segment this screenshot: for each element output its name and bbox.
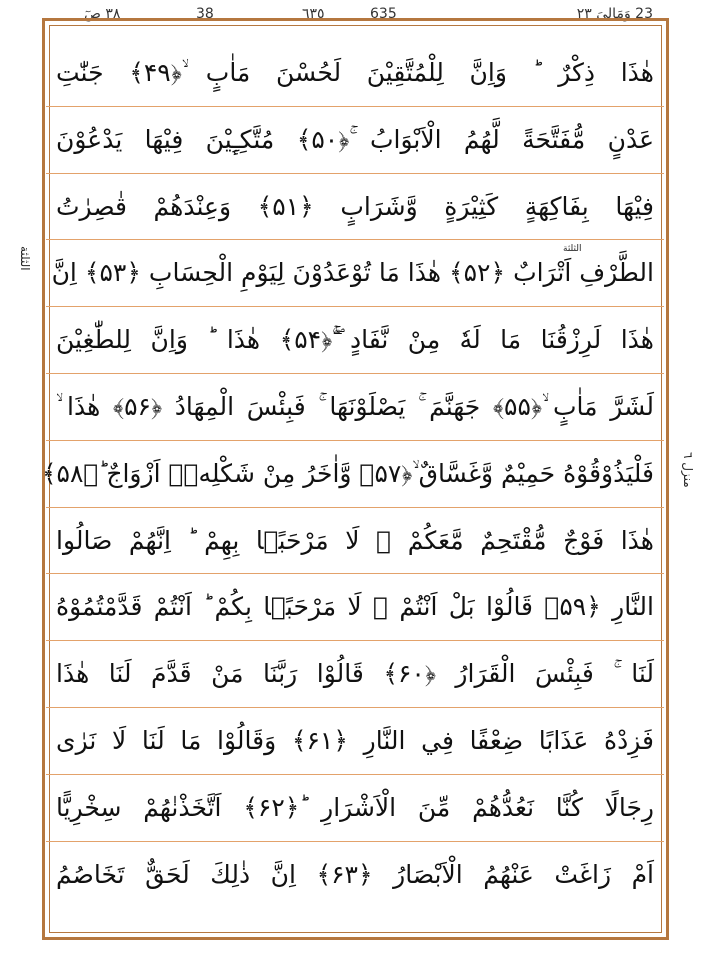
text-line: الطَّرْفِ اَتْرَابٌ ﴿۵۲﴾ هٰذَا مَا تُوْعَدُوْنَ لِيَوْمِ الْحِسَابِ ﴿۵۳﴾ اِنَّ (46, 240, 664, 307)
margin-note-left: الثلثة (18, 246, 32, 271)
text-line: هٰذَا فَوْجٌ مُّقْتَحِمٌ مَّعَكُمْ ۚ لَا مَرْحَبًۢا بِهِمْ ؕ اِنَّهُمْ صَالُوا (46, 508, 664, 575)
text-line: فَزِدْهُ عَذَابًا ضِعْفًا فِي النَّارِ ﴿۶۱﴾ وَقَالُوْا مَا لَنَا لَا نَرٰى (46, 708, 664, 775)
text-line: هٰذَا لَرِزْقُنَا مَا لَهٗ مِنْ نَّفَادٍ ۚۖ﴿۵۴﴾ هٰذَا ؕ وَاِنَّ لِلطّٰغِيْنَ (46, 307, 664, 374)
text-line: هٰذَا ذِكْرٌ ؕ وَاِنَّ لِلْمُتَّقِيْنَ لَحُسْنَ مَاٰبٍ ۙ﴿۴۹﴾ جَنّٰتِ (46, 40, 664, 107)
text-line: اَمْ زَاغَتْ عَنْهُمُ الْاَبْصَارُ ﴿۶۳﴾ اِنَّ ذٰلِكَ لَحَقٌّ تَخَاصُمُ (56, 859, 655, 889)
page-number: 635 (370, 6, 397, 22)
text-line: لَشَرَّ مَاٰبٍ ۙ﴿۵۵﴾ جَهَنَّمَ ۚ يَصْلَوْنَهَا ۚ فَبِئْسَ الْمِهَادُ ﴿۵۶﴾ هٰذَا ۙ (46, 374, 664, 441)
margin-note-right: منزل ٦ (681, 452, 695, 488)
page-number-arabic: ٦٣٥ (302, 6, 325, 22)
text-line: فِيْهَا بِفَاكِهَةٍ كَثِيْرَةٍ وَّشَرَابٍ ﴿۵۱﴾ وَعِنْدَهُمْ قٰصِرٰتُ (46, 174, 664, 241)
text-line: عَدْنٍ مُّفَتَّحَةً لَّهُمُ الْاَبْوَابُ ۚ﴿۵۰﴾ مُتَّكِـِٕيْنَ فِيْهَا يَدْعُوْنَ (46, 107, 664, 174)
surah-number: 38 (196, 6, 214, 22)
text-line: النَّارِ ﴿۵۹﴾ قَالُوْا بَلْ اَنْتُمْ ۚ لَا مَرْحَبًۢا بِكُمْ ؕ اَنْتُمْ قَدَّمْتُمُوْهُ (46, 574, 664, 641)
text-line: رِجَالًا كُنَّا نَعُدُّهُمْ مِّنَ الْاَشْرَارِ ؕ﴿۶۲﴾ اَتَّخَذْنٰهُمْ سِخْرِيًّا (46, 775, 664, 842)
text-line: فَلْيَذُوْقُوْهُ حَمِيْمٌ وَّغَسَّاقٌ ۙ﴿۵۷﴾ وَّاٰخَرُ مِنْ شَكْلِهٖۤ اَزْوَاجٌ ؕ﴿۵۸﴾ (46, 441, 664, 508)
hizb-label: الثلثة (563, 244, 582, 254)
quran-text-lines (41, 40, 664, 908)
juz-label: 23 وَمَالِیَ ٢٣ (576, 6, 653, 22)
text-line: لَنَا ۚ فَبِئْسَ الْقَرَارُ ﴿۶۰﴾ قَالُوْا رَبَّنَا مَنْ قَدَّمَ لَنَا هٰذَا (46, 641, 664, 708)
surah-label: ٣٨ صٓ (84, 6, 121, 22)
